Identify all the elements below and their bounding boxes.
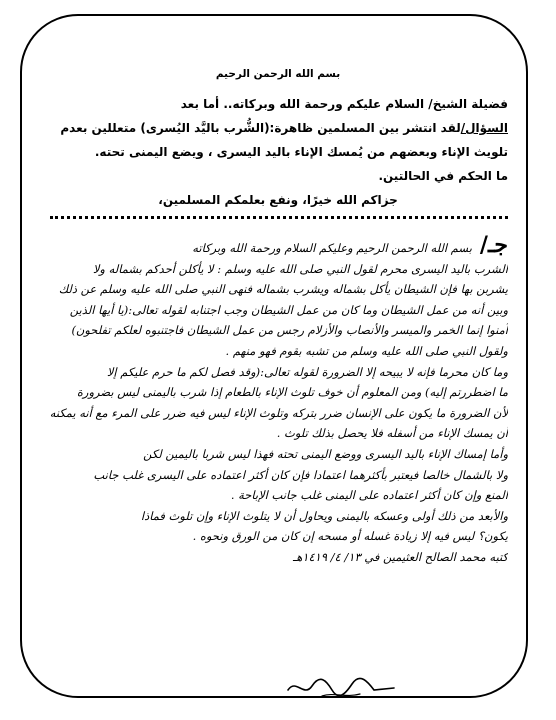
answer-line: ما اضطررتم إليه) ومن المعلوم أن خوف تلوث الإناء بالطعام إذا شرب باليمنى ليس بضرورة (76, 385, 508, 400)
answer-line: والأبعد من ذلك أولى وعسكه باليمنى ويحاول أن لا يتلوث الإناء وإن تلوث فماذا (140, 508, 508, 523)
answer-line: وبين أنه من عمل الشيطان وما كان من عمل الشيطان وجب اجتنابه لقوله تعالى:(يا أيها الذين (69, 302, 508, 317)
basmala-heading: بسم الله الرحمن الرحيم (215, 68, 341, 80)
handwritten-answer (48, 235, 508, 568)
handwritten-signature (282, 672, 402, 702)
answer-line: الشرب باليد اليسرى محرم لقول النبي صلى الله عليه وسلم : لا يأكلن أحدكم بشماله ولا (92, 261, 508, 276)
question-text: لقد انتشر بين المسلمين ظاهرة:(الشُّرب باليَّد اليُسرى) متعللين بعدم (60, 121, 461, 135)
question-label: السؤال/ (460, 121, 508, 135)
question-line-3: ما الحكم في الحالتين. (378, 169, 508, 183)
answer-line: آمنوا إنما الخمر والميسر والأنصاب والأزلام رجس من عمل الشيطان فاجتنبوه لعلكم تفلحون) (71, 323, 508, 338)
fatwa-document (48, 60, 508, 568)
question-line-2: تلويث الإناء وبعضهم من يُمسك الإناء باليد اليسرى ، ويضع اليمنى تحته. (94, 145, 508, 159)
answer-line: كتبه محمد الصالح العثيمين في ١٣/ ٤/ ١٤١٩هـ (292, 549, 508, 564)
answer-mark: جـ/ (479, 235, 508, 258)
answer-line: المنع وإن كان أكثر اعتماده على اليمنى غلب جانب الإباحة . (230, 488, 508, 503)
question-greeting: فضيلة الشيخ/ السلام عليكم ورحمة الله وبركاته.. أما بعد (180, 97, 508, 111)
answer-line: أن يمسك الإناء من أسفله فلا يحصل بذلك تلوث . (276, 426, 508, 441)
question-sign-off: جزاكم الله خيرًا، ونفع بعلمكم المسلمين، (158, 193, 398, 207)
answer-line: ولا بالشمال خالصا فيعتبر بأكثرهما اعتمادا فإن كان أكثر اعتماده على اليسرى غلب جانب (93, 467, 508, 482)
answer-opening: بسم الله الرحمن الرحيم وعليكم السلام ورحمة الله وبركاته (192, 241, 472, 255)
answer-line: ولقول النبي صلى الله عليه وسلم من تشبه بقوم فهو منهم . (225, 343, 508, 358)
answer-line: وما كان محرما فإنه لا يبيحه إلا الضرورة لقوله تعالى:(وقد فصل لكم ما حرم عليكم إلا (106, 364, 508, 379)
answer-line: يكون؟ ليس فيه إلا زيادة غسله أو مسحه إن كان من الورق ونحوه . (192, 529, 508, 544)
answer-line: وأما إمساك الإناء باليد اليسرى ووضع اليمنى تحته فهذا ليس شربا باليمين لكن (143, 446, 508, 461)
answer-line (48, 235, 508, 259)
question-block (48, 92, 508, 212)
answer-line: يشربن بها فإن الشيطان يأكل بشماله ويشرب بشماله فنهى النبي صلى الله عليه وسلم عن ذلك (58, 282, 508, 297)
answer-line: لأن الضرورة ما يكون على الإنسان ضرر بتركه وتلوث الإناء ليس فيه ضرر على المرء مع أنه يمكنه (49, 405, 508, 420)
question-line-1 (48, 116, 508, 140)
dotted-separator (50, 216, 508, 219)
